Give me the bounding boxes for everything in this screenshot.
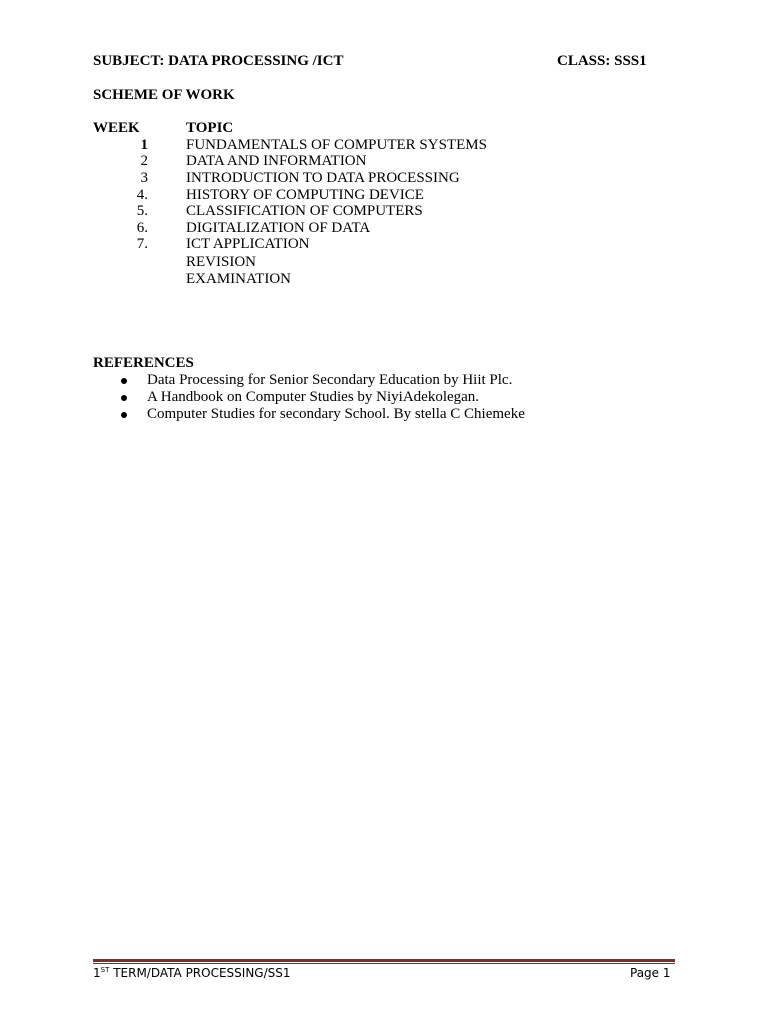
week-number: 4. xyxy=(136,187,148,203)
week-number: 5. xyxy=(136,203,148,219)
week-number: 7. xyxy=(136,236,148,252)
table-row xyxy=(0,153,768,170)
list-item xyxy=(0,372,768,389)
list-item xyxy=(0,389,768,406)
bullet-icon xyxy=(121,412,127,418)
footer-term-suffix: ST xyxy=(100,966,110,974)
week-topic: DATA AND INFORMATION xyxy=(186,153,367,169)
footer-divider-thin xyxy=(93,963,675,964)
week-number: 6. xyxy=(136,220,148,236)
reference-text: Computer Studies for secondary School. By stella C Chiemeke xyxy=(147,406,525,422)
subject-heading: SUBJECT: DATA PROCESSING /ICT xyxy=(93,53,344,69)
week-column-header: WEEK xyxy=(93,120,140,136)
week-topic: FUNDAMENTALS OF COMPUTER SYSTEMS xyxy=(186,137,487,153)
table-row xyxy=(0,187,768,204)
week-topic: DIGITALIZATION OF DATA xyxy=(186,220,371,236)
table-row xyxy=(0,254,768,271)
references-title: REFERENCES xyxy=(93,355,194,371)
week-topic: HISTORY OF COMPUTING DEVICE xyxy=(186,187,424,203)
week-topic: EXAMINATION xyxy=(186,271,291,287)
table-row xyxy=(0,170,768,187)
week-number: 3 xyxy=(140,170,148,186)
reference-text: A Handbook on Computer Studies by NiyiAdekolegan. xyxy=(147,389,480,405)
footer-page-number: Page 1 xyxy=(630,966,671,980)
reference-text: Data Processing for Senior Secondary Education by Hiit Plc. xyxy=(147,372,513,388)
topic-column-header: TOPIC xyxy=(186,120,234,136)
week-topic: REVISION xyxy=(186,254,256,270)
scheme-title: SCHEME OF WORK xyxy=(93,87,235,103)
table-row xyxy=(0,137,768,154)
week-topic: CLASSIFICATION OF COMPUTERS xyxy=(186,203,423,219)
week-topic: INTRODUCTION TO DATA PROCESSING xyxy=(186,170,460,186)
table-row xyxy=(0,271,768,288)
footer-divider xyxy=(93,959,675,962)
table-row xyxy=(0,220,768,237)
bullet-icon xyxy=(121,395,127,401)
table-row xyxy=(0,236,768,253)
footer-term-number: 1 xyxy=(93,966,101,980)
footer-term-label xyxy=(93,966,291,981)
table-row xyxy=(0,203,768,220)
week-topic: ICT APPLICATION xyxy=(186,236,310,252)
list-item xyxy=(0,406,768,423)
week-number: 1 xyxy=(140,137,148,153)
week-number: 2 xyxy=(140,153,148,169)
class-heading: CLASS: SSS1 xyxy=(557,53,647,69)
footer-term-text: TERM/DATA PROCESSING/SS1 xyxy=(109,966,291,980)
bullet-icon xyxy=(121,378,127,384)
